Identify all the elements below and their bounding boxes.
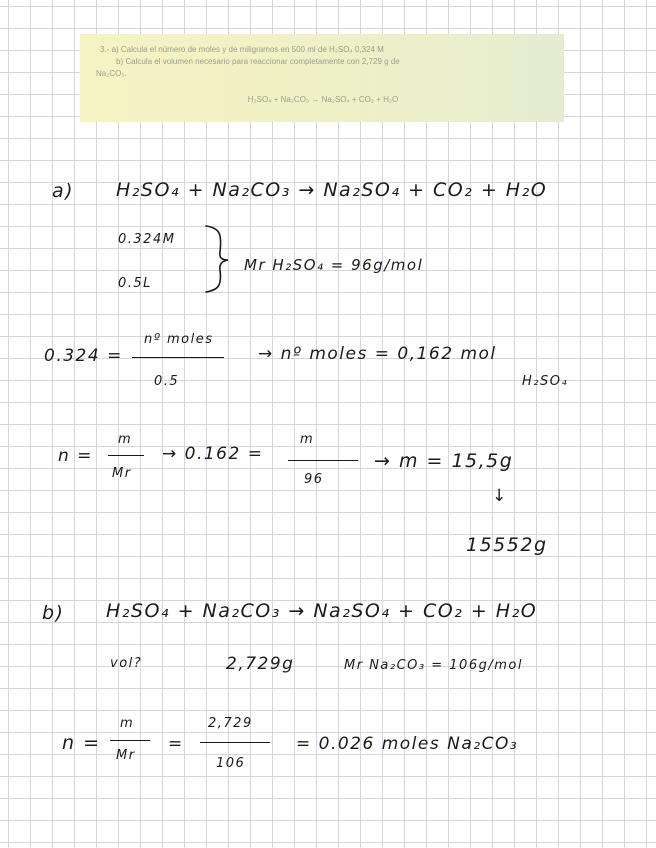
milligrams-result: 15552g (466, 534, 548, 556)
down-arrow-icon: ↓ (492, 486, 508, 506)
moles-numerator: nº moles (144, 332, 214, 347)
fraction-bar (132, 357, 224, 358)
part-b-reaction: H₂SO₄ + Na₂CO₃ → Na₂SO₄ + CO₂ + H₂O (106, 600, 538, 622)
problem-equation: H₂SO₄ + Na₂CO₃ → Na₂SO₄ + CO₂ + H₂O (247, 95, 399, 104)
molarity-lhs: 0.324 = (44, 346, 123, 366)
problem-statement (80, 34, 564, 122)
mass-equation-lhs: → 0.162 = (162, 444, 264, 464)
problem-line-2: b) Calcula el volumen necesario para reaccionar completamente con 2,729 g de (116, 57, 400, 66)
molarity-given: 0.324M (118, 232, 176, 247)
volume-denominator: 0.5 (154, 374, 180, 389)
fraction-bar (108, 455, 144, 456)
n-numerator-b: m (120, 716, 135, 731)
part-b-label: b) (42, 602, 65, 624)
n-numerator: m (118, 432, 133, 447)
n-lhs: n = (58, 446, 93, 466)
problem-line-1: 3.- a) Calcula el número de moles y de miligramos en 500 ml de H₂SO₄ 0,324 M (100, 45, 384, 54)
mr-denominator-b: 106 (216, 756, 246, 771)
n-denominator: Mr (112, 466, 132, 481)
mass-result: → m = 15,5g (374, 450, 514, 472)
moles-result-unit: H₂SO₄ (522, 374, 569, 389)
mass-numerator-b: 2,729 (208, 716, 253, 731)
mr-na2co3: Mr Na₂CO₃ = 106g/mol (344, 658, 523, 673)
mass-na2co3: 2,729g (226, 654, 295, 674)
mass-numerator: m (300, 432, 315, 447)
brace-icon (202, 222, 232, 294)
mr-h2so4: Mr H₂SO₄ = 96g/mol (244, 256, 424, 274)
n-denominator-b: Mr (116, 748, 136, 763)
volume-given: 0.5L (118, 276, 152, 291)
mass-denominator: 96 (304, 472, 324, 487)
fraction-bar (200, 742, 270, 743)
moles-result-b: = 0.026 moles Na₂CO₃ (296, 734, 519, 754)
equals-sign: = (168, 734, 184, 754)
n-lhs-b: n = (62, 732, 101, 754)
fraction-bar (288, 460, 358, 461)
volume-question: vol? (110, 656, 143, 671)
fraction-bar (110, 740, 150, 741)
part-a-label: a) (52, 180, 75, 202)
moles-result: → nº moles = 0,162 mol (258, 344, 497, 364)
part-a-reaction: H₂SO₄ + Na₂CO₃ → Na₂SO₄ + CO₂ + H₂O (116, 179, 548, 201)
problem-line-3: Na₂CO₃. (96, 69, 127, 78)
